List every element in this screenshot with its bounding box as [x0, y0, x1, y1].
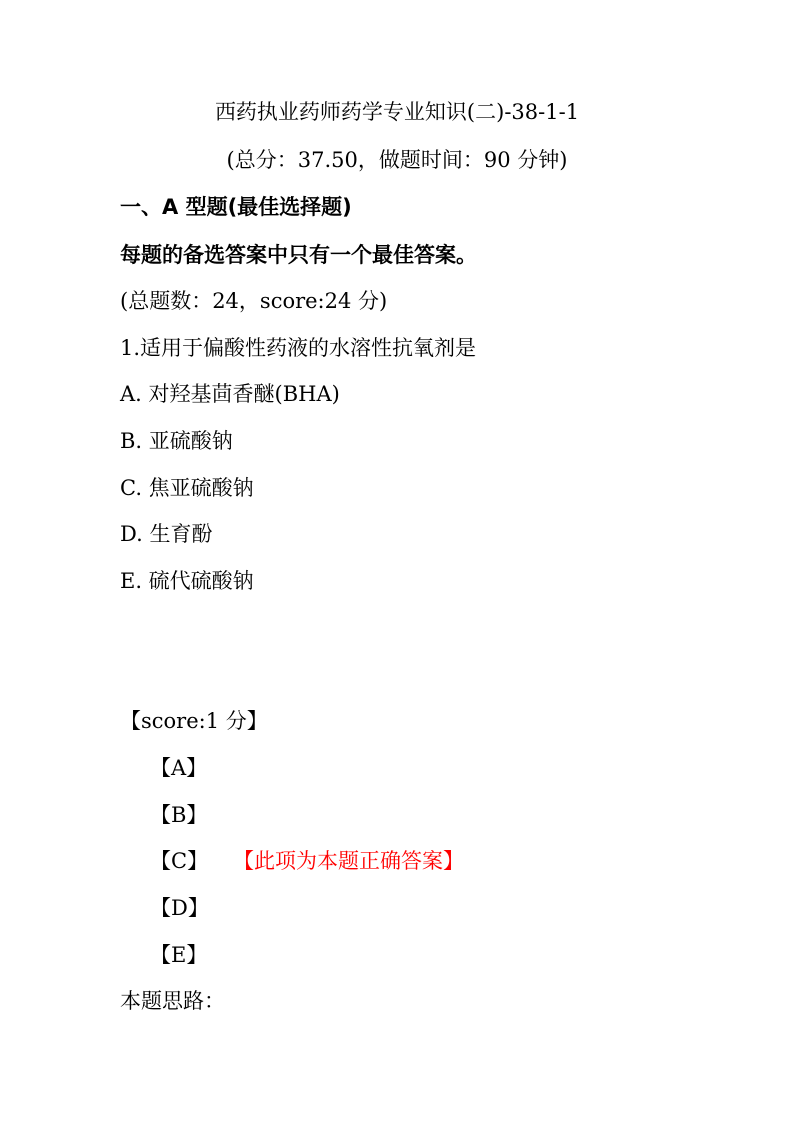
answer-score: 【score:1 分】: [120, 709, 268, 733]
correct-answer-note: 【此项为本题正确答案】: [233, 849, 464, 873]
explanation-label: 本题思路：: [120, 989, 225, 1013]
option-c: C. 焦亚硫酸钠: [120, 476, 254, 500]
answer-choice-d: 【D】: [150, 896, 209, 920]
question-stem: 1.适用于偏酸性药液的水溶性抗氧剂是: [120, 336, 477, 360]
answer-choice-c: 【C】: [150, 849, 209, 873]
section-instruction: 每题的备选答案中只有一个最佳答案。: [120, 243, 477, 267]
document-subtitle: (总分：37.50，做题时间：90 分钟): [226, 148, 568, 172]
answer-choice-b: 【B】: [150, 803, 208, 827]
option-b: B. 亚硫酸钠: [120, 429, 233, 453]
answer-choice-e: 【E】: [150, 943, 208, 967]
section-meta: (总题数：24，score:24 分): [120, 289, 388, 313]
document-title: 西药执业药师药学专业知识(二)-38-1-1: [214, 100, 580, 124]
option-a: A. 对羟基茴香醚(BHA): [120, 382, 340, 406]
answer-choice-a: 【A】: [150, 756, 208, 780]
option-d: D. 生育酚: [120, 522, 213, 546]
section-heading: 一、A 型题(最佳选择题): [120, 195, 352, 219]
option-e: E. 硫代硫酸钠: [120, 569, 254, 593]
